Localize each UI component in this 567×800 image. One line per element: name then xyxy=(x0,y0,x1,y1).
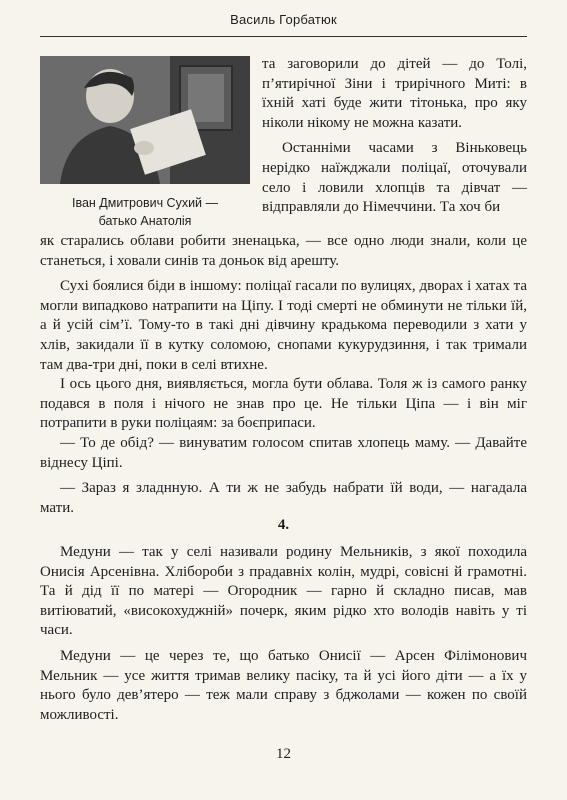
dialogue-line: — Зараз я зладнную. А ти ж не забудь набрати їй води, — нагадала мати. xyxy=(40,480,527,516)
paragraph: та заговорили до дітей — до Толі, п’ятирічної Зіни і трирічного Миті: в їхній хаті буде жити тітонька, про яку ніколи нікому не можна казати. xyxy=(262,56,527,131)
caption-line-2: батько Анатолія xyxy=(98,214,192,228)
portrait-illustration xyxy=(40,56,250,184)
caption-line-1: Іван Дмитрович Сухий — xyxy=(71,196,219,210)
figure xyxy=(40,56,250,230)
section-number: 4. xyxy=(277,517,290,533)
portrait-photo xyxy=(40,56,250,184)
photo-caption xyxy=(40,194,250,230)
dialogue-line: — То де обід? — винуватим голосом спитав хлопець маму. — Давайте віднесу Ціпі. xyxy=(40,434,527,471)
paragraph: як старались облави робити зненацька, — все одно люди знали, коли це станеться, і ховали синів та доньок від арешту. xyxy=(40,233,527,269)
right-column-text xyxy=(262,55,527,218)
paragraph: Сухі боялися біди в іншому: поліцаї гасали по вулицях, дворах і хатах та могли випадково натрапити на Ціпу. І тоді смерті не обминути не тільки їй, а й усій сім’ї. Тому-то в такі дні дівчину крадькома переводили з хати у хлів, закидали її в кутку соломою, снопами кукурудзиння, і так тримали там два-три дні, поки в селі втихне. xyxy=(40,278,527,373)
paragraph: Медуни — так у селі називали родину Мельників, з якої походила Онисія Арсенівна. Хлібороби з прадавніх колін, мудрі, совісні й грамотні. Та й дід її по матері — Огородник — гарно й складно писав, мав витіюватий, «високохуджній» почерк, яким рідко хто володів навіть у ті часи. xyxy=(40,544,527,639)
section-text xyxy=(40,543,527,725)
main-text xyxy=(40,232,527,518)
running-header: Василь Горбатюк xyxy=(230,12,337,27)
paragraph: Медуни — це через те, що батько Онисії — Арсен Філімонович Мельник — усе життя тримав велику пасіку, та й усі його діти — а їх у нього було дев’ятеро — теж мали справу з бджолами — кожен по своїй можливості. xyxy=(40,647,527,723)
header-rule xyxy=(40,36,527,37)
page-number: 12 xyxy=(276,746,291,762)
paragraph: Останніми часами з Віньковець нерідко наїжджали поліцаї, оточували село і ловили хлопців та дівчат — відправляли до Німеччини. Та хоч би xyxy=(262,140,527,216)
paragraph: І ось цього дня, виявляється, могла бути облава. Толя ж із самого ранку подався в поля і нічого не знав про це. Не тільки Ціпа — і він міг потрапити в руки поліцаям: за боєприпаси. xyxy=(40,376,527,432)
